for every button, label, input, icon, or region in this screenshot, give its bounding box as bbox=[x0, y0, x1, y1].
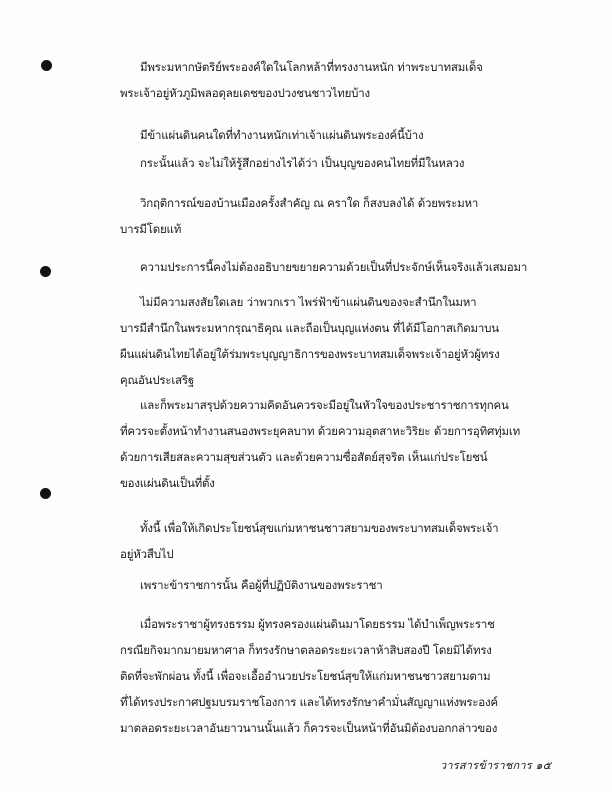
text-line: ติดที่จะพักผ่อน ทั้งนี้ เพื่อจะเอื้ออำนวยประโยชน์สุขให้แก่มหาชนชาวสยามตาม bbox=[120, 669, 491, 683]
punch-hole-mark bbox=[40, 488, 51, 499]
punch-hole-mark bbox=[40, 266, 51, 277]
paragraph bbox=[140, 150, 570, 176]
punch-hole-mark bbox=[41, 60, 52, 71]
text-line: มีข้าแผ่นดินคนใดที่ทำงานหนักเท่าเจ้าแผ่นดินพระองค์นี้บ้าง bbox=[140, 128, 424, 142]
text-line: กระนั้นแล้ว จะไม่ให้รู้สึกอย่างไรได้ว่า เป็นบุญของคนไทยที่มีในหลวง bbox=[140, 156, 465, 170]
text-line: ไม่มีความสงสัยใดเลย ว่าพวกเรา ไพร่ฟ้าข้าแผ่นดินของจะสำนึกในมหา bbox=[140, 295, 477, 309]
paragraph bbox=[120, 611, 570, 741]
text-line: กรณียกิจมากมายมหาศาล ก็ทรงรักษาตลอดระยะเวลาห้าสิบสองปี โดยมิได้ทรง bbox=[120, 643, 492, 657]
text-line: มีพระมหากษัตริย์พระองค์ใดในโลกหล้าที่ทรงงานหนัก ท่าพระบาทสมเด็จ bbox=[140, 60, 483, 74]
text-line: บารมีสำนึกในพระมหากรุณาธิคุณ และถือเป็นบุญแห่งตน ที่ได้มีโอกาสเกิดมาบน bbox=[120, 321, 499, 335]
text-line: ที่ควรจะตั้งหน้าทำงานสนองพระยุคลบาท ด้วยความอุตสาหะวิริยะ ด้วยการอุทิศทุ่มเท bbox=[120, 424, 520, 438]
paragraph bbox=[120, 392, 570, 496]
page-footer: วารสารข้าราชการ ๑๕ bbox=[440, 759, 552, 772]
text-line: คุณอันประเสริฐ bbox=[120, 373, 195, 387]
text-line: เมื่อพระราชาผู้ทรงธรรม ผู้ทรงครองแผ่นดินมาโดยธรรม ได้บำเพ็ญพระราช bbox=[140, 617, 495, 631]
text-line: วิกฤติการณ์ของบ้านเมืองครั้งสำคัญ ณ คราใด ก็สงบลงได้ ด้วยพระมหา bbox=[140, 196, 479, 210]
paragraph bbox=[140, 122, 570, 148]
text-line: ผืนแผ่นดินไทยได้อยู่ใต้ร่มพระบุญญาธิการของพระบาทสมเด็จพระเจ้าอยู่หัวผู้ทรง bbox=[120, 347, 500, 361]
text-line: ของแผ่นดินเป็นที่ตั้ง bbox=[120, 476, 215, 490]
text-line: อยู่หัวสืบไป bbox=[120, 547, 174, 561]
text-line: ทั้งนี้ เพื่อให้เกิดประโยชน์สุขแก่มหาชนชาวสยามของพระบาทสมเด็จพระเจ้า bbox=[140, 521, 499, 535]
paragraph bbox=[140, 254, 570, 280]
text-line: พระเจ้าอยู่หัวภูมิพลอดุลยเดชของปวงชนชาวไทยบ้าง bbox=[120, 86, 370, 100]
paragraph bbox=[120, 190, 570, 242]
text-line: บารมีโดยแท้ bbox=[120, 222, 182, 236]
paragraph bbox=[120, 289, 570, 393]
paragraph bbox=[120, 515, 570, 567]
paragraph bbox=[120, 54, 570, 106]
text-line: ความประการนี้คงไม่ต้องอธิบายขยายความด้วยเป็นที่ประจักษ์เห็นจริงแล้วเสมอมา bbox=[140, 260, 528, 274]
text-line: เพราะข้าราชการนั้น คือผู้ที่ปฏิบัติงานของพระราชา bbox=[140, 578, 383, 592]
paragraph bbox=[140, 572, 570, 598]
text-line: และก็พระมาสรุปด้วยความคิดอันควรจะมีอยู่ในหัวใจของประชาราชการทุกคน bbox=[140, 398, 509, 412]
text-line: ที่ได้ทรงประกาศปฐมบรมราชโองการ และได้ทรงรักษาคำมั่นสัญญาแห่งพระองค์ bbox=[120, 695, 498, 709]
text-line: มาตลอดระยะเวลาอันยาวนานนั้นแล้ว ก็ควรจะเป็นหน้าที่อันมิต้องบอกกล่าวของ bbox=[120, 721, 498, 735]
text-line: ด้วยการเสียสละความสุขส่วนตัว และด้วยความซื่อสัตย์สุจริต เห็นแก่ประโยชน์ bbox=[120, 450, 488, 464]
